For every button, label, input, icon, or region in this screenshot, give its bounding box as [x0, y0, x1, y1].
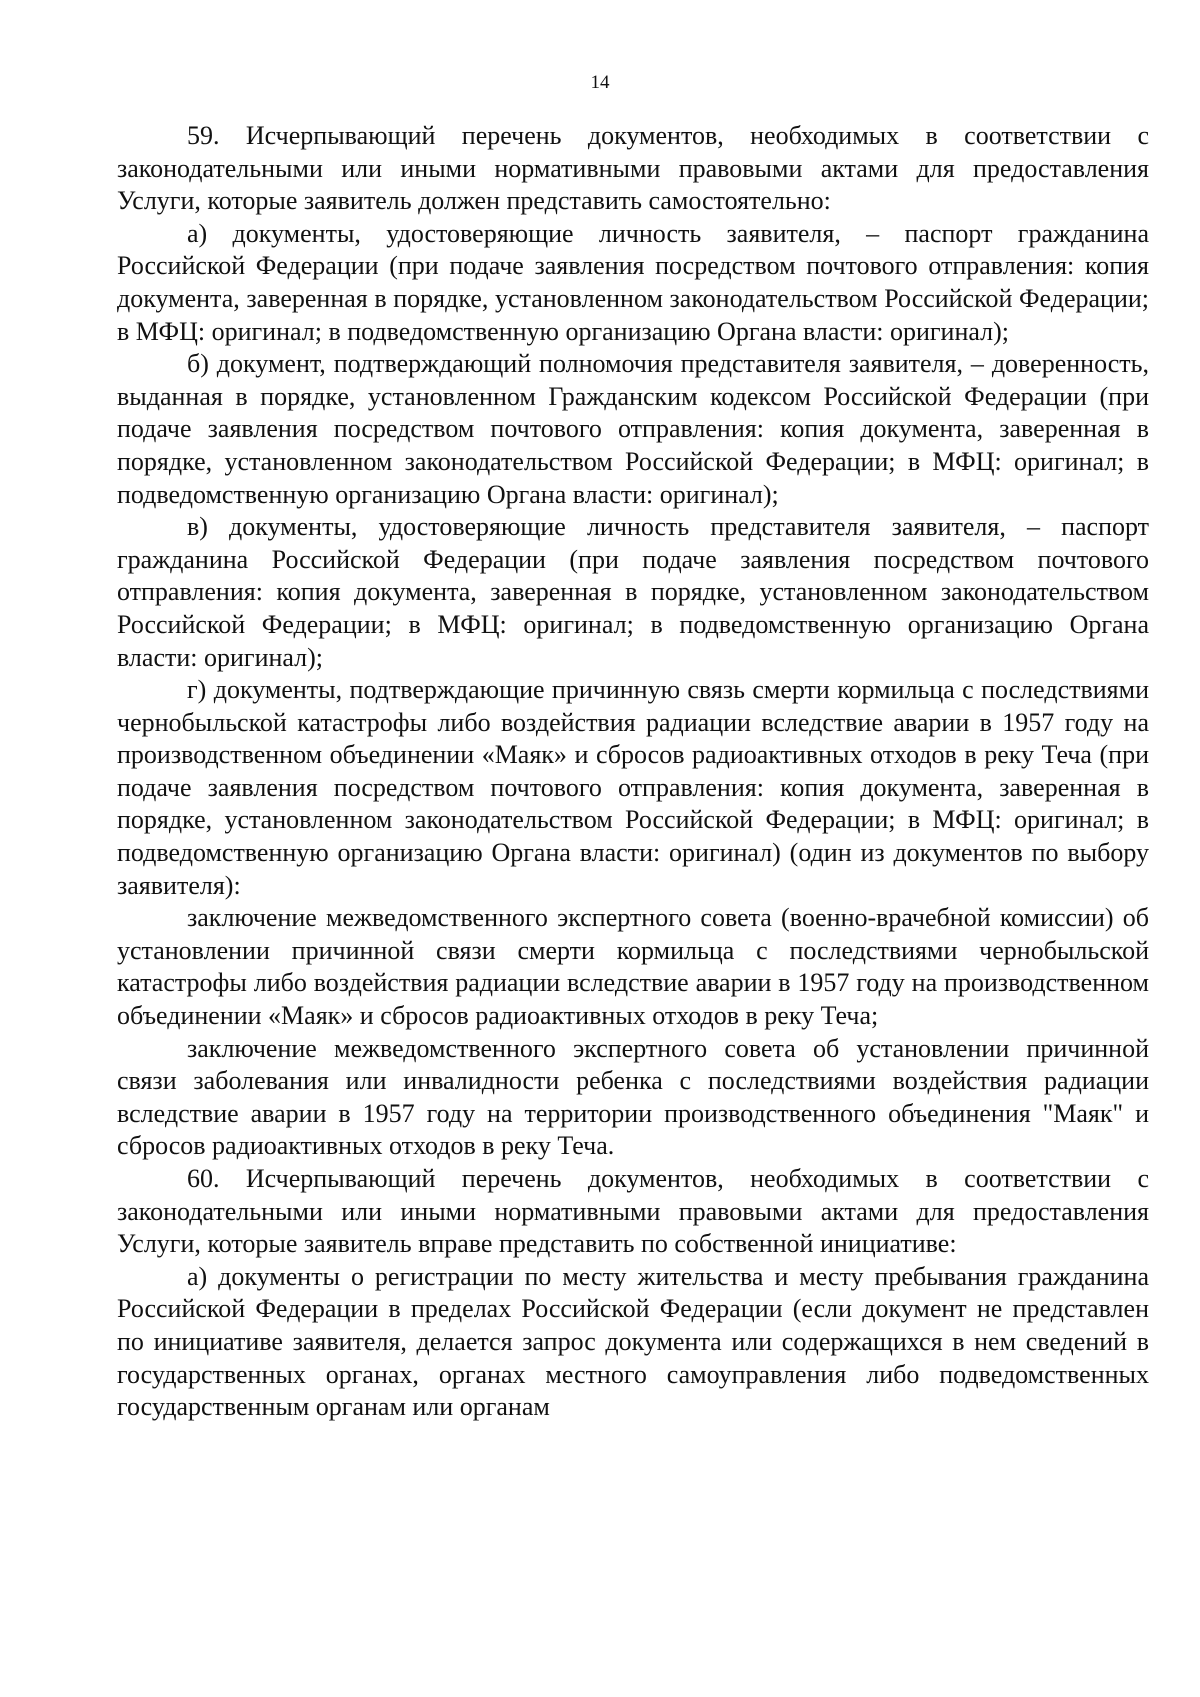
paragraph-59-a: а) документы, удостоверяющие личность заявителя, – паспорт гражданина Российской Федерации (при подаче заявления посредством почтового отправления: копия документа, заверенная в порядке, установленном законодательством Российской Федерации; в МФЦ: оригинал; в подведомственную организацию Органа власти: оригинал);	[117, 218, 1149, 346]
paragraph-conclusion-1: заключение межведомственного экспертного совета (военно-врачебной комиссии) об установлении причинной связи смерти кормильца с последствиями чернобыльской катастрофы либо воздействия радиации вследствие аварии в 1957 году на производственном объединении «Маяк» и сбросов радиоактивных отходов в реку Теча;	[117, 903, 1149, 1031]
paragraph-59-g: г) документы, подтверждающие причинную связь смерти кормильца с последствиями чернобыльской катастрофы либо воздействия радиации вследствие аварии в 1957 году на производственном объединении «Маяк» и сбросов радиоактивных отходов в реку Теча (при подаче заявления посредством почтового отправления: копия документа, заверенная в порядке, установленном законодательством Российской Федерации; в МФЦ: оригинал; в подведомственную организацию Органа власти: оригинал) (один из документов по выбору заявителя):	[117, 675, 1149, 900]
paragraph-conclusion-2: заключение межведомственного экспертного совета об установлении причинной связи заболевания или инвалидности ребенка с последствиями воздействия радиации вследствие аварии в 1957 году на территории производственного объединения "Маяк" и сбросов радиоактивных отходов в реку Теча.	[117, 1033, 1149, 1161]
paragraph-60-a: а) документы о регистрации по месту жительства и месту пребывания гражданина Российской Федерации в пределах Российской Федерации (если документ не представлен по инициативе заявителя, делается запрос документа или содержащихся в нем сведений в государственных органах, органах местного самоуправления либо подведомственных государственным органам или органам	[117, 1261, 1149, 1422]
paragraph-59: 59. Исчерпывающий перечень документов, необходимых в соответствии с законодательными или иными нормативными правовыми актами для предоставления Услуги, которые заявитель должен представить самостоятельно:	[117, 121, 1149, 216]
document-body	[117, 120, 1149, 1424]
paragraph-60: 60. Исчерпывающий перечень документов, необходимых в соответствии с законодательными или иными нормативными правовыми актами для предоставления Услуги, которые заявитель вправе представить по собственной инициативе:	[117, 1164, 1149, 1259]
page-number: 14	[590, 72, 610, 93]
paragraph-59-b: б) документ, подтверждающий полномочия представителя заявителя, – доверенность, выданная в порядке, установленном Гражданским кодексом Российской Федерации (при подаче заявления посредством почтового отправления: копия документа, заверенная в порядке, установленном законодательством Российской Федерации; в МФЦ: оригинал; в подведомственную организацию Органа власти: оригинал);	[117, 349, 1149, 509]
paragraph-59-v: в) документы, удостоверяющие личность представителя заявителя, – паспорт гражданина Российской Федерации (при подаче заявления посредством почтового отправления: копия документа, заверенная в порядке, установленном законодательством Российской Федерации; в МФЦ: оригинал; в подведомственную организацию Органа власти: оригинал);	[117, 512, 1149, 672]
